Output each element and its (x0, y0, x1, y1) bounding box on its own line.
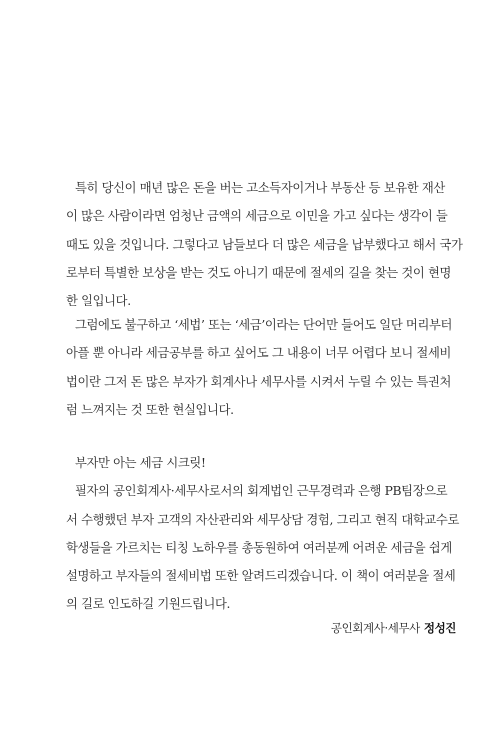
text-line: 법이란 그저 돈 많은 부자가 회계사나 세무사를 시켜서 누릴 수 있는 특권처 (66, 374, 452, 389)
text-line: 때도 있을 것입니다. 그렇다고 남들보다 더 많은 세금을 납부했다고 해서 국가 (66, 237, 463, 252)
text-line: 부자만 아는 세금 시크릿! (75, 456, 206, 470)
text-line: 의 길로 인도하길 기원드립니다. (66, 597, 231, 612)
paragraph-author-intro (66, 449, 458, 619)
text-line: 럼 느껴지는 것 또한 현실입니다. (66, 402, 234, 417)
text-line: 필자의 공인회계사·세무사로서의 회계법인 근무경력과 은행 PB팀장으로 (75, 484, 448, 499)
author-name: 정성진 (423, 621, 456, 635)
paragraph-tax-burden (66, 174, 463, 315)
author-signature (331, 620, 456, 636)
text-line: 이 많은 사람이라면 엄청난 금액의 세금으로 이민을 가고 싶다는 생각이 들 (66, 209, 448, 224)
text-line: 그럼에도 불구하고 ‘세법’ 또는 ‘세금’이라는 단어만 들어도 일단 머리부터 (75, 318, 453, 332)
text-line: 특히 당신이 매년 많은 돈을 버는 고소득자이거나 부동산 등 보유한 재산 (75, 181, 445, 195)
text-line: 서 수행했던 부자 고객의 자산관리와 세무상담 경험, 그리고 현직 대학교수로 (66, 512, 459, 527)
paragraph-tax-law-difficulty (66, 311, 458, 424)
text-line: 학생들을 가르치는 티칭 노하우를 총동원하여 여러분께 어려운 세금을 쉽게 (66, 540, 452, 555)
text-line: 로부터 특별한 보상을 받는 것도 아니기 때문에 절세의 길을 찾는 것이 현명 (66, 265, 452, 280)
text-line: 설명하고 부자들의 절세비법 또한 알려드리겠습니다. 이 책이 여러분을 절세 (66, 569, 456, 584)
text-line: 아플 뿐 아니라 세금공부를 하고 싶어도 그 내용이 너무 어렵다 보니 절세비 (66, 346, 452, 361)
text-line: 한 일입니다. (66, 294, 131, 309)
author-title: 공인회계사·세무사 (330, 621, 420, 635)
